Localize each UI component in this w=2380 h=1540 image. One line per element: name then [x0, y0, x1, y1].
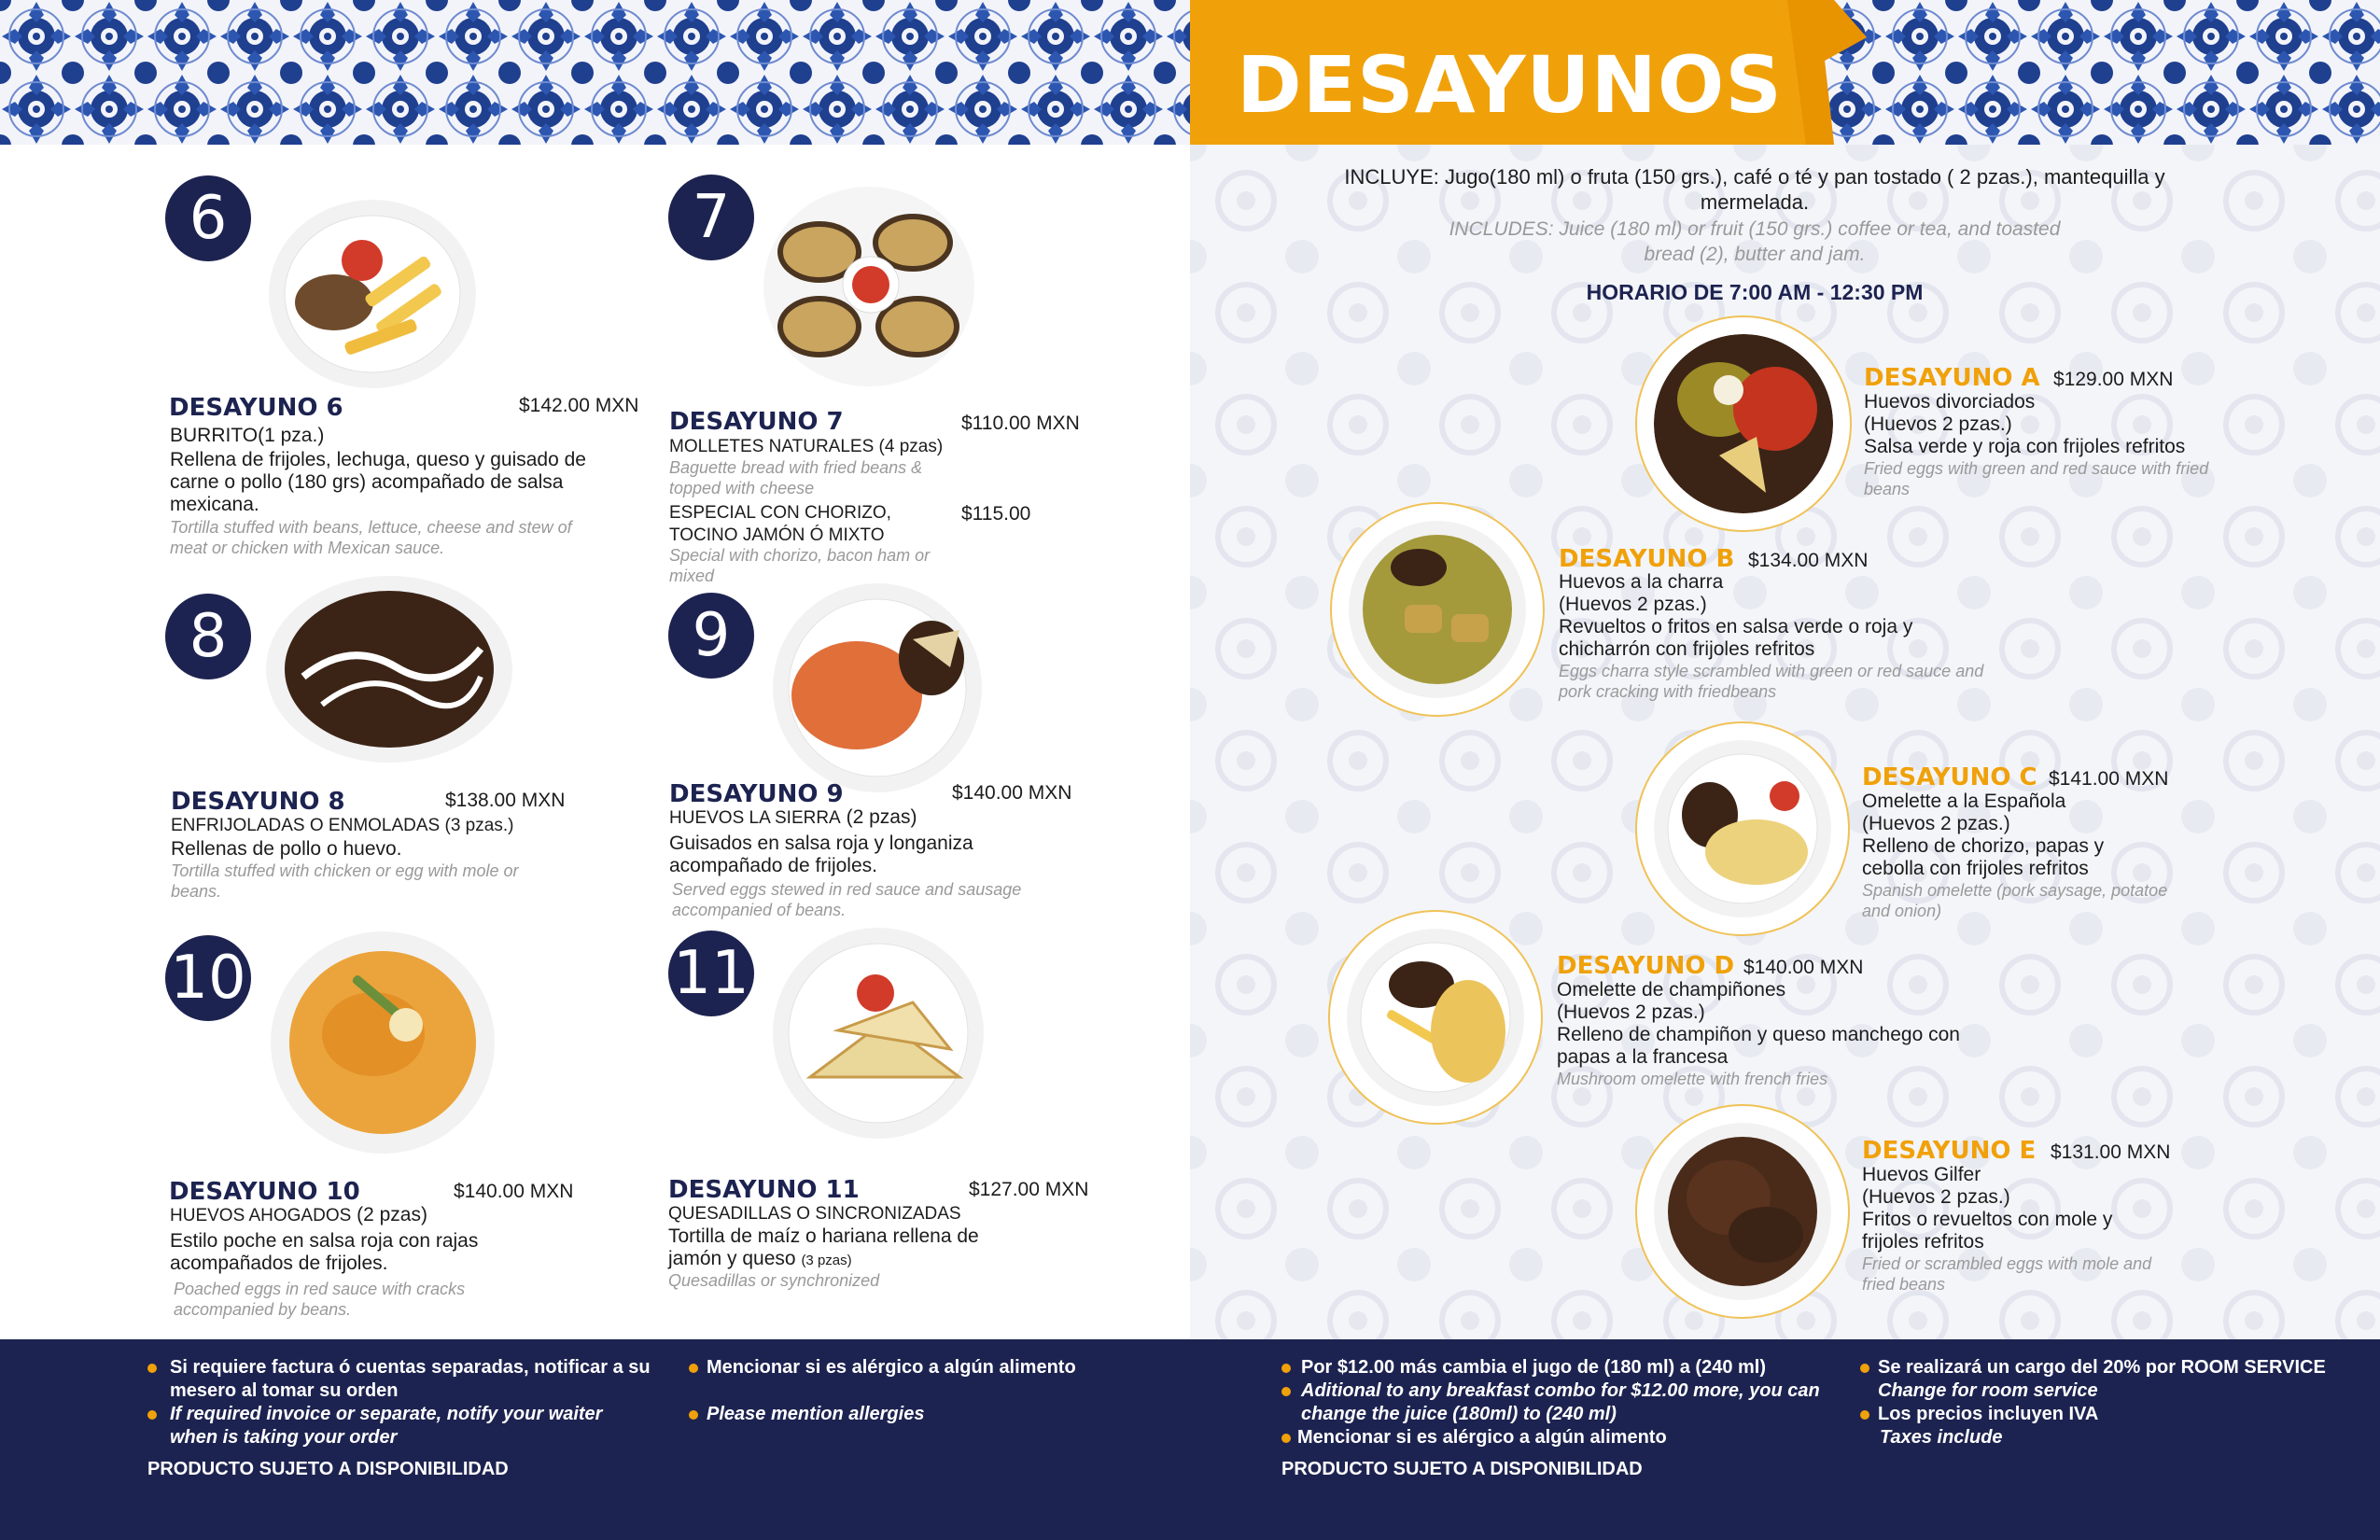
dish-price: $140.00 MXN: [454, 1181, 574, 1202]
note-juice-text: más cambia el jugo de (180 ml) a (240 ml): [1399, 1357, 1767, 1378]
dish-name: Huevos divorciados: [1864, 391, 2036, 413]
bullet-icon: [1860, 1410, 1869, 1420]
dish-quantity: (Huevos 2 pzas.): [1864, 413, 2012, 435]
dish-price: $140.00 MXN: [1743, 957, 1864, 978]
footer-notes: [0, 1339, 2380, 1540]
plate-photo-icon: [1654, 740, 1831, 917]
plate-photo-icon: [763, 187, 974, 387]
plate-photo-icon: [269, 200, 476, 388]
bullet-icon: [1281, 1387, 1291, 1396]
dish-description-en: Baguette bread with fried beans & topped with cheese: [669, 458, 923, 497]
dish-description: Rellenas de pollo o huevo.: [171, 838, 402, 860]
dish-title: DESAYUNO 7: [669, 408, 844, 436]
note-invoice-en: If required invoice or separate, notify your waiter when is taking your order: [170, 1404, 603, 1448]
dish-title: DESAYUNO D: [1557, 952, 1735, 980]
talavera-tile-band-right: [1811, 0, 2380, 145]
dish-description: Relleno de chorizo, papas y cebolla con frijoles refritos: [1862, 835, 2105, 879]
dish-description: Salsa verde y roja con frijoles refritos: [1864, 436, 2186, 457]
dish-title: DESAYUNO 11: [668, 1176, 860, 1204]
note-invoice: Si requiere factura ó cuentas separadas, notificar a su mesero al tomar su orden: [170, 1357, 651, 1401]
dish-name: ENFRIJOLADAS O ENMOLADAS (3 pzas.): [171, 816, 514, 835]
dish-description-en: Tortilla stuffed with beans, lettuce, cheese and stew of meat or chicken with Mexican sauce.: [170, 518, 572, 557]
dish-description: Rellena de frijoles, lechuga, queso y guisado de carne o pollo (180 grs) acompañado de salsa mexicana.: [170, 449, 586, 515]
page-title: DESAYUNOS: [1237, 39, 1783, 131]
bullet-icon: [689, 1410, 698, 1420]
talavera-tile-band-left: [0, 0, 1190, 145]
bullet-icon: [147, 1410, 157, 1420]
dish-price: $141.00 MXN: [2049, 768, 2169, 790]
note-taxes: Los precios incluyen IVA: [1878, 1404, 2099, 1424]
item-number-badge: 6: [165, 175, 251, 261]
dish-title: DESAYUNO B: [1559, 545, 1735, 573]
bullet-icon: [689, 1364, 698, 1373]
note-room-service: Se realizará un cargo del 20% por ROOM SERVICE: [1878, 1357, 2326, 1378]
plate-photo-icon: [1349, 521, 1526, 698]
dish-price: $142.00 MXN: [519, 395, 639, 416]
dish-name: Huevos a la charra: [1559, 571, 1724, 593]
dish-quantity: (Huevos 2 pzas.): [1557, 1001, 1705, 1023]
dish-quantity: (2 pzas): [357, 1204, 427, 1225]
dish-quantity: (Huevos 2 pzas.): [1862, 813, 2010, 834]
dish-description: Tortilla de maíz o hariana rellena de jamón y queso: [668, 1225, 979, 1269]
dish-title: DESAYUNO 10: [169, 1178, 360, 1206]
item-number-badge: 11: [668, 931, 754, 1016]
dish-price: $110.00 MXN: [961, 413, 1080, 434]
dish-name: MOLLETES NATURALES (4 pzas): [669, 437, 944, 456]
dish-quantity: (Huevos 2 pzas.): [1559, 594, 1707, 615]
dish-description-en: Fried or scrambled eggs with mole and fried beans: [1862, 1254, 2152, 1294]
dish-description: Relleno de champiñon y queso manchego con papas a la francesa: [1557, 1024, 1960, 1068]
note-allergies: Mencionar si es alérgico a algún alimento: [707, 1357, 1076, 1378]
note-allergies: Mencionar si es alérgico a algún alimento: [1297, 1427, 1667, 1448]
dish-description-en: Tortilla stuffed with chicken or egg with mole or beans.: [171, 861, 519, 901]
dish-title: DESAYUNO 6: [169, 394, 343, 422]
dish-quantity: (Huevos 2 pzas.): [1862, 1186, 2010, 1208]
dish-price: $134.00 MXN: [1748, 550, 1869, 571]
dish-title: DESAYUNO 8: [171, 788, 345, 816]
title-banner: [1190, 0, 1867, 145]
dish-price: $138.00 MXN: [445, 790, 566, 811]
dish-extra-en: Special with chorizo, bacon ham or mixed: [669, 546, 931, 585]
dish-title: DESAYUNO A: [1864, 364, 2040, 392]
plate-photo-icon: [773, 928, 984, 1139]
talavera-tile-pattern-icon: [1811, 0, 2380, 145]
dish-quantity: (3 pzas): [801, 1253, 852, 1268]
dish-extra-price: $115.00: [961, 503, 1031, 525]
availability-note: PRODUCTO SUJETO A DISPONIBILIDAD: [1281, 1459, 1643, 1479]
dish-name: HUEVOS AHOGADOS: [170, 1206, 352, 1225]
item-number-badge: 8: [165, 594, 251, 679]
includes-info: [1288, 164, 2221, 305]
dish-description-en: Quesadillas or synchronized: [668, 1271, 880, 1290]
dish-price: $129.00 MXN: [2053, 369, 2174, 390]
dish-quantity: (2 pzas): [846, 806, 917, 828]
dish-name: Omelette de champiñones: [1557, 979, 1786, 1001]
item-number-badge: 10: [165, 935, 251, 1021]
dish-name: Omelette a la Española: [1862, 791, 2066, 812]
item-number-badge: 9: [668, 593, 754, 679]
dish-description-en: Mushroom omelette with french fries: [1557, 1070, 1828, 1088]
dish-title: DESAYUNO 9: [669, 780, 844, 808]
bullet-icon: [1281, 1364, 1291, 1373]
bullet-icon: [1281, 1434, 1291, 1443]
dish-name: BURRITO(1 pza.): [170, 425, 325, 446]
plate-photo-icon: [271, 931, 495, 1154]
dish-description-en: Spanish omelette (pork saysage, potatoe and onion): [1862, 881, 2168, 920]
plate-photo-icon: [266, 574, 513, 765]
schedule: HORARIO DE 7:00 AM - 12:30 PM: [1586, 280, 1924, 304]
dish-title: DESAYUNO C: [1862, 763, 2037, 791]
note-juice-prefix: Por: [1301, 1357, 1333, 1378]
bullet-icon: [1860, 1364, 1869, 1373]
item-number-badge: 7: [668, 175, 754, 260]
dish-name: QUESADILLAS O SINCRONIZADAS: [668, 1204, 961, 1224]
dish-name: Huevos Gilfer: [1862, 1164, 1981, 1185]
dish-name: HUEVOS LA SIERRA: [669, 808, 841, 828]
bullet-icon: [147, 1364, 157, 1373]
plate-photo-icon: [1654, 334, 1833, 513]
dish-price: $131.00 MXN: [2051, 1141, 2171, 1163]
dish-price: $127.00 MXN: [969, 1179, 1089, 1200]
note-room-service-en: Change for room service: [1878, 1380, 2098, 1401]
dish-price: $140.00 MXN: [952, 782, 1072, 804]
plate-photo-icon: [1654, 1123, 1831, 1300]
dish-extra-option: ESPECIAL CON CHORIZO, TOCINO JAMÓN Ó MIXTO: [669, 503, 891, 545]
note-juice-en: Aditional to any breakfast combo for $12.00 more, you can change the juice (180ml) to (240 ml): [1301, 1380, 1820, 1424]
dish-description-en: Served eggs stewed in red sauce and sausage accompanied of beans.: [672, 880, 1022, 919]
note-taxes-en: Taxes include: [1880, 1427, 2003, 1448]
dish-description: Revueltos o fritos en salsa verde o roja y chicharrón con frijoles refritos: [1559, 616, 1913, 660]
includes-es: INCLUYE: Jugo(180 ml) o fruta (150 grs.), café o té y pan tostado ( 2 pzas.), mantequilla y mermelada.: [1344, 165, 2165, 214]
dish-description-en: Fried eggs with green and red sauce with fried beans: [1864, 459, 2209, 498]
availability-note: PRODUCTO SUJETO A DISPONIBILIDAD: [147, 1459, 509, 1479]
dish-description-en: Eggs charra style scrambled with green or red sauce and pork cracking with friedbeans: [1559, 662, 1984, 701]
dish-description: Fritos o revueltos con mole y frijoles refritos: [1862, 1209, 2113, 1253]
talavera-tile-pattern-icon: [0, 0, 1190, 145]
dish-description: Guisados en salsa roja y longaniza acompañado de frijoles.: [669, 833, 973, 876]
note-allergies-en: Please mention allergies: [707, 1404, 925, 1424]
plate-photo-icon: [1347, 929, 1524, 1106]
includes-en: INCLUDES: Juice (180 ml) or fruit (150 grs.) coffee or tea, and toasted bread (2), butter and jam.: [1449, 218, 2061, 265]
plate-photo-icon: [773, 583, 982, 792]
note-juice-amount: $12.00: [1337, 1357, 1395, 1378]
dish-title: DESAYUNO E: [1862, 1137, 2037, 1165]
dish-description: Estilo poche en salsa roja con rajas acompañados de frijoles.: [170, 1230, 479, 1274]
dish-description-en: Poached eggs in red sauce with cracks accompanied by beans.: [174, 1280, 466, 1319]
